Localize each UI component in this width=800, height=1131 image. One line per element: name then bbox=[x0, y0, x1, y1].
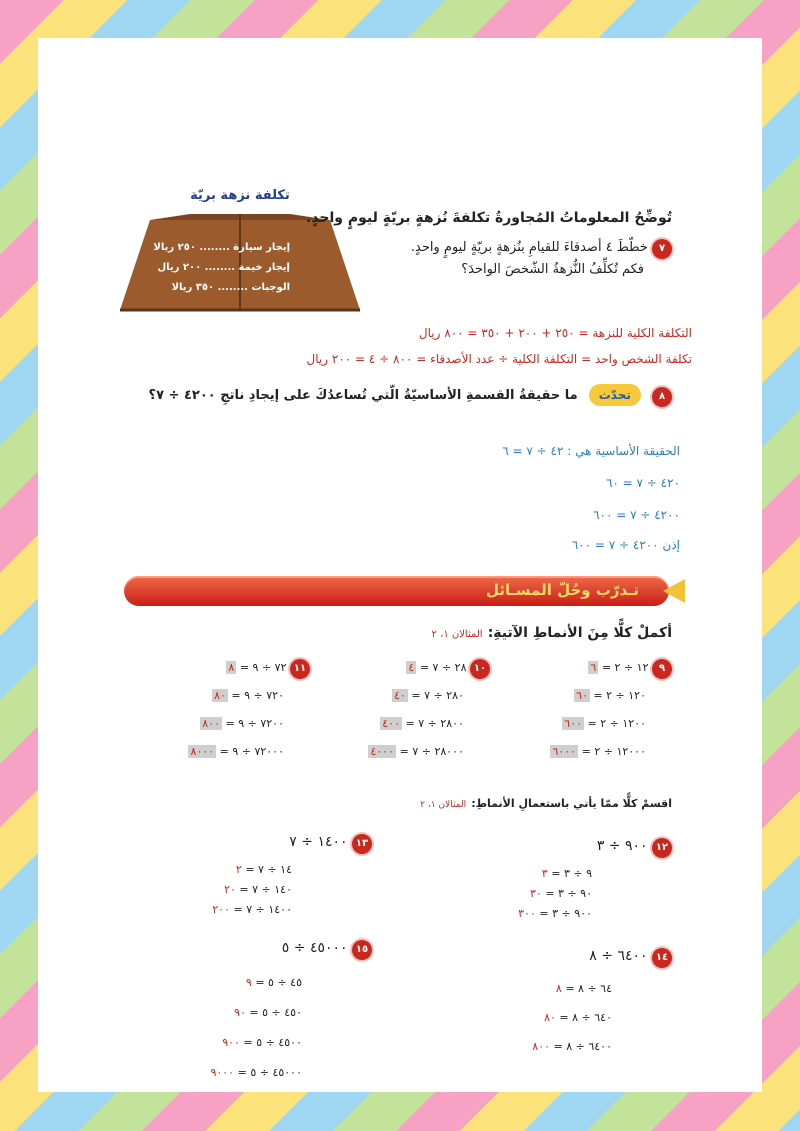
tent-title: تكلفة نزهة بريّة bbox=[190, 188, 290, 203]
pattern-10: ١٠ ٢٨ ÷ ٧ = ٤ ٢٨٠ ÷ ٧ = ٤٠ ٢٨٠٠ ÷ ٧ = ٤٠٠ ٢٨٠٠٠ ÷ ٧ = ٤٠٠٠ bbox=[340, 654, 490, 766]
arrow-icon bbox=[663, 579, 685, 603]
answer-8-line: الحقيقة الأساسية هي : ٤٢ ÷ ٧ = ٦ bbox=[502, 444, 680, 458]
pattern-9: ٩ ١٢ ÷ ٢ = ٦ ١٢٠ ÷ ٢ = ٦٠ ١٢٠٠ ÷ ٢ = ٦٠٠ ١٢٠٠٠ ÷ ٢ = ٦٠٠٠ bbox=[522, 654, 672, 766]
question-7: ٧ خطّطَ ٤ أصدقاءَ للقيامِ بنُزهةٍ بريّةٍ ليومٍ واحدٍ. فكم تُكلِّفُ النُّزهةُ الشّخصَ الواحدَ؟ bbox=[342, 236, 672, 280]
tent-row: الوجبات ........ ٣٥٠ ريالا bbox=[171, 282, 290, 293]
worksheet-page bbox=[38, 38, 762, 1092]
answer-8-line: ٤٢٠ ÷ ٧ = ٦٠ bbox=[605, 476, 680, 490]
patterns-heading: أكملْ كلًّا مِنَ الأنماطِ الآتيةِ: المثالان ١، ٢ bbox=[431, 625, 672, 641]
talk-badge: تحدّث bbox=[589, 384, 641, 406]
tent-costs bbox=[140, 238, 290, 298]
tent-row: إيجار سيارة ........ ٢٥٠ ريالا bbox=[153, 242, 290, 253]
problem-15: ١٥ ٤٥٠٠٠ ÷ ٥ ٤٥ ÷ ٥ = ٩ ٤٥٠ ÷ ٥ = ٩٠ ٤٥٠٠ ÷ ٥ = ٩٠٠ ٤٥٠٠٠ ÷ ٥ = ٩٠٠٠ bbox=[172, 936, 372, 1088]
answer-7-line1: التكلفة الكلية للنزهة = ٢٥٠ + ٢٠٠ + ٣٥٠ = ٨٠٠ ريال bbox=[418, 326, 692, 340]
problem-14: ١٤ ٦٤٠٠ ÷ ٨ ٦٤ ÷ ٨ = ٨ ٦٤٠ ÷ ٨ = ٨٠ ٦٤٠٠ ÷ ٨ = ٨٠٠ bbox=[472, 944, 672, 1061]
intro-text: تُوضِّحُ المعلوماتُ المُجاورةُ تكلفةَ نُزهةٍ بريّةٍ ليومٍ واحدٍ. bbox=[306, 210, 672, 226]
practice-banner: تـدرّب وحُلّ المسـائل bbox=[124, 576, 669, 606]
question-number-8: ٨ bbox=[652, 387, 672, 407]
answer-7-line2: تكلفة الشخص واحد = التكلفة الكلية ÷ عدد الأصدقاء = ٨٠٠ ÷ ٤ = ٢٠٠ ريال bbox=[306, 352, 692, 366]
divide-heading: اقسمْ كلًّا ممّا يأتي باستعمالِ الأنماطِ: المثالان ١، ٢ bbox=[420, 797, 672, 810]
answer-8-line: ٤٢٠٠ ÷ ٧ = ٦٠٠ bbox=[593, 508, 680, 522]
tent-row: إيجار خيمة ........ ٢٠٠ ريال bbox=[157, 262, 290, 273]
question-number-7: ٧ bbox=[652, 239, 672, 259]
problem-13: ١٣ ١٤٠٠ ÷ ٧ ١٤ ÷ ٧ = ٢ ١٤٠ ÷ ٧ = ٢٠ ١٤٠٠ ÷ ٧ = ٢٠٠ bbox=[172, 830, 372, 920]
pattern-11: ١١ ٧٢ ÷ ٩ = ٨ ٧٢٠ ÷ ٩ = ٨٠ ٧٢٠٠ ÷ ٩ = ٨٠٠ ٧٢٠٠٠ ÷ ٩ = ٨٠٠٠ bbox=[160, 654, 310, 766]
answer-8-line: إذن ٤٢٠٠ ÷ ٧ = ٦٠٠ bbox=[571, 538, 680, 552]
question-8: ٨ تحدّث ما حقيقةُ القسمةِ الأساسيّةُ الّتي تُساعدُكَ على إيجادِ ناتجِ ٤٢٠٠ ÷ ٧؟ bbox=[112, 384, 672, 407]
tent-figure bbox=[120, 188, 360, 313]
problem-12: ١٢ ٩٠٠ ÷ ٣ ٩ ÷ ٣ = ٣ ٩٠ ÷ ٣ = ٣٠ ٩٠٠ ÷ ٣ = ٣٠٠ bbox=[472, 834, 672, 924]
